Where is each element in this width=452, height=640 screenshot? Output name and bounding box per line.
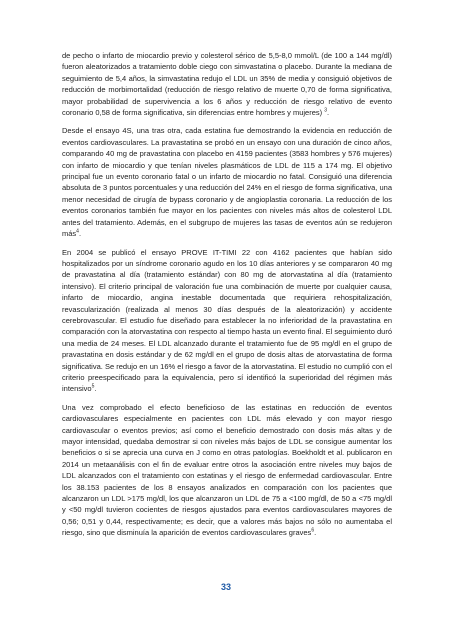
paragraph-4-text: Una vez comprobado el efecto beneficioso de las estatinas en reducción de eventos cardiovasculares especialmente en pacientes con LDL más elevado y con mayor riesgo cardiovascular o eventos previos; así como el beneficio demostrado con dosis más altas y de mayor intensidad, quedaba demostrar si con niveles más bajos de LDL se consigue aumentar los beneficios o si se aprecia una curva en J como en otras patologías. Boekholdt et al. publicaron en 2014 un metaanálisis con el fin de evaluar entre otros la asociación entre niveles muy bajos de LDL alcanzados con el tratamiento con estatinas y el riesgo de enfermedad cardiovascular. Entre los 38.153 pacientes de los 8 ensayos analizados en comparación con los pacientes que alcanzaron un LDL >175 mg/dl, los que alcanzaron un LDL de 75 a <100 mg/dl, de 50 a <75 mg/dl y <50 mg/dl tuvieron cocientes de riesgos ajustados para eventos cardiovasculares mayores de 0,56; 0,51 y 0,44, respectivamente; es decir, que a valores más bajos no sólo no aumentaba el riesgo, sino que disminuía la aparición de eventos cardiovasculares graves — [62, 402, 392, 538]
paragraph-1 — [62, 50, 392, 118]
paragraph-1-text: de pecho o infarto de miocardio previo y colesterol sérico de 5,5-8,0 mmol/L (de 100 a 144 mg/dl) fueron aleatorizados a tratamiento doble ciego con simvastatina o placebo. Durante la mediana de seguimiento de 5,4 años, la simvastatina redujo el LDL un 35% de media y consiguió objetivos de reducción de morbimortalidad (reducción de riesgo relativo de muerte 0,70 de forma significativa, mayor probabilidad de supervivencia a los 6 años y reducción de riesgo relativo de evento coronario 0,58 de forma significativa, sin diferencias entre hombres y mujeres) — [62, 51, 392, 118]
reference-superscript: 6 — [311, 527, 315, 534]
paragraph-3-text: En 2004 se publicó el ensayo PROVE IT-TIMI 22 con 4162 pacientes que habían sido hospitalizados por un síndrome coronario agudo en los 10 días anteriores y se compararon 40 mg de pravastatina al día (tratamiento estándar) con 80 mg de atorvastatina al día (tratamiento intensivo). El criterio principal de valoración fue una combinación de muerte por cualquier causa, infarto de miocardio, angina inestable documentada que requiriera rehospitalización, revascularización (realizada al menos 30 días después de la aleatorización) y accidente cerebrovascular. El estudio fue diseñado para establecer la no inferioridad de la pravastatina en comparación con la atorvastatina con respecto al tiempo hasta un evento final. El seguimiento duró una media de 24 meses. El LDL alcanzado durante el tratamiento fue de 95 mg/dl en el grupo de pravastatina en dosis estándar y de 62 mg/dl en el grupo de dosis altas de atorvastatina de forma significativa. Se redujo en un 16% el riesgo a favor de la atorvastatina. El estudio no cumplió con el criterio preespecificado para la equivalencia, pero sí identificó la superioridad del régimen más intensivo — [62, 247, 392, 394]
paragraph-4 — [62, 402, 392, 539]
paragraph-2-tail: . — [78, 229, 82, 239]
body-text — [62, 50, 392, 546]
paragraph-3-tail: . — [94, 384, 97, 394]
paragraph-2-text: Desde el ensayo 4S, una tras otra, cada estatina fue demostrando la evidencia en reducción de eventos cardiovasculares. La pravastatina se probó en un ensayo con una duración de cinco años, comparando 40 mg de pravastatina con placebo en 4159 pacientes (3583 hombres y 576 mujeres) con infarto de miocardio y que tenían niveles plasmáticos de LDL de 115 a 174 mg. El objetivo principal fue un evento coronario fatal o un infarto de miocardio no fatal. Consiguió una diferencia absoluta de 3 puntos porcentuales y una reducción del 24% en el riesgo de forma significativa, una menor necesidad de cirugía de bypass coronario y de angioplastia coronaria. La reducción de los eventos coronarios también fue mayor en los pacientes con niveles más altos de colesterol LDL antes del tratamiento. Además, en el subgrupo de mujeres las tasas de eventos aún se redujeron más — [62, 126, 392, 239]
paragraph-1-tail: . — [327, 108, 330, 118]
page-number: 33 — [220, 582, 231, 592]
paragraph-4-tail: . — [314, 528, 317, 538]
paragraph-3 — [62, 247, 392, 395]
reference-superscript: 3 — [324, 107, 327, 114]
paragraph-2 — [62, 125, 392, 239]
reference-superscript: 4 — [76, 228, 79, 235]
reference-superscript: 5 — [91, 383, 95, 390]
